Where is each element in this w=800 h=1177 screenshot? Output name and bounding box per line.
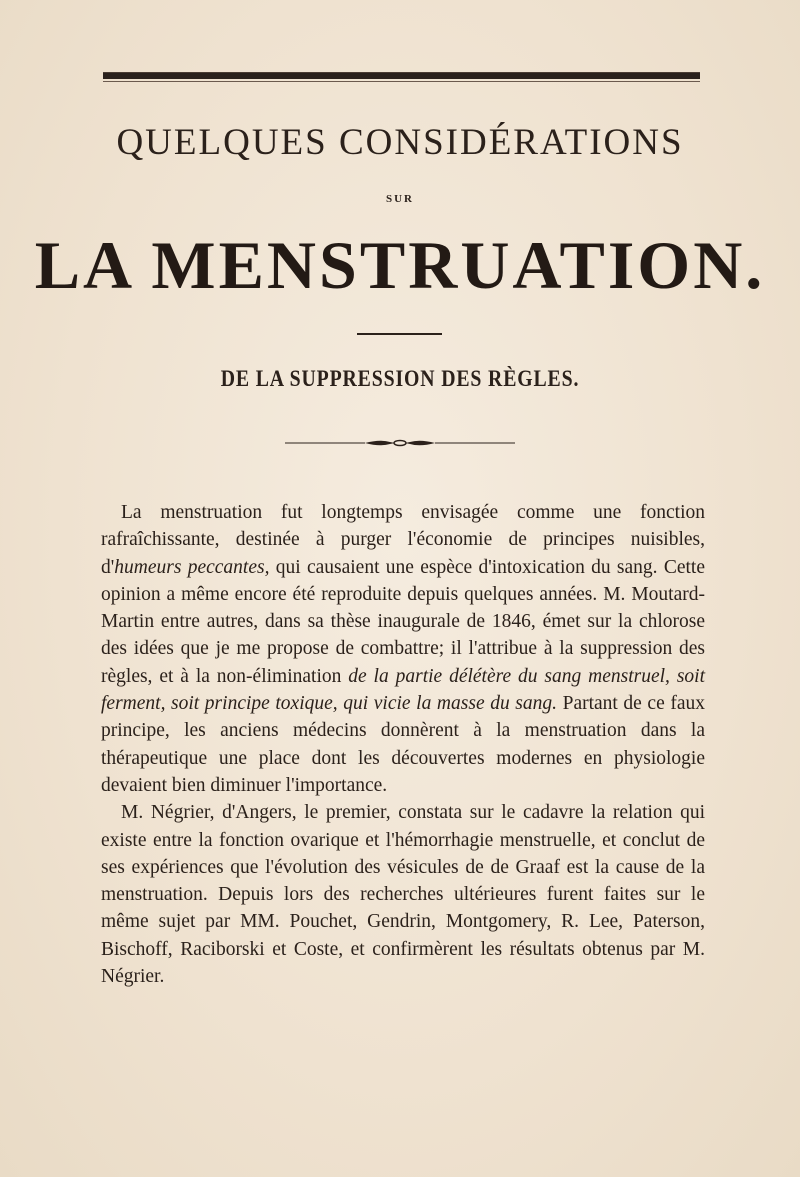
top-double-rule (103, 72, 700, 79)
paragraph-1-part-2: qui causaient une espèce d'intoxication du sang. Cette opinion a même encore été reproduite depuis quelques années. M. Moutard-Martin entre autres, dans sa thèse inaugurale de 1846, émet sur la chlorose des idées que je me propose de combattre; il l'attribue à la suppression des règles, et à la non-élimination (101, 556, 705, 687)
short-rule (357, 333, 442, 335)
paragraph-2: M. Négrier, d'Angers, le premier, constata sur le cadavre la relation qui existe entre la fonction ovarique et l'hémorrhagie menstruelle, et conclut de ses expériences que l'évolution des vésicules de de Graaf est la cause de la menstruation. Depuis lors des recherches ultérieures furent faites sur le même sujet par MM. Pouchet, Gendrin, Montgomery, R. Lee, Paterson, Bischoff, Raciborski et Coste, et confirmèrent les résultats obtenus par M. Négrier. (101, 802, 705, 988)
paragraph-1-part-1: La menstruation fut longtemps envisagée comme une fonction rafraîchissante, destinée à purger l'économie de principes nuisibles, d' (101, 502, 705, 578)
paragraph-1-part-3: Partant de ce faux principe, les anciens médecins donnèrent à la menstruation dans la thérapeutique une place dont les découvertes modernes en physiologie devaient bien diminuer l'importance. (101, 693, 705, 796)
title-connector: SUR (385, 193, 414, 205)
ornament-rule (285, 436, 515, 450)
title-main: LA MENSTRUATION. (34, 227, 766, 303)
paragraph-1-italic-2: de la partie délétère du sang menstruel, soit ferment, soit principe toxique, qui vicie la masse du sang. (101, 665, 705, 715)
title-top: QUELQUES CONSIDÉRATIONS (116, 122, 684, 163)
paragraph-1-italic-1: humeurs peccantes, (114, 556, 270, 578)
body-text (101, 499, 705, 990)
section-heading: DE LA SUPPRESSION DES RÈGLES. (220, 366, 580, 391)
paragraph-1 (101, 499, 705, 799)
